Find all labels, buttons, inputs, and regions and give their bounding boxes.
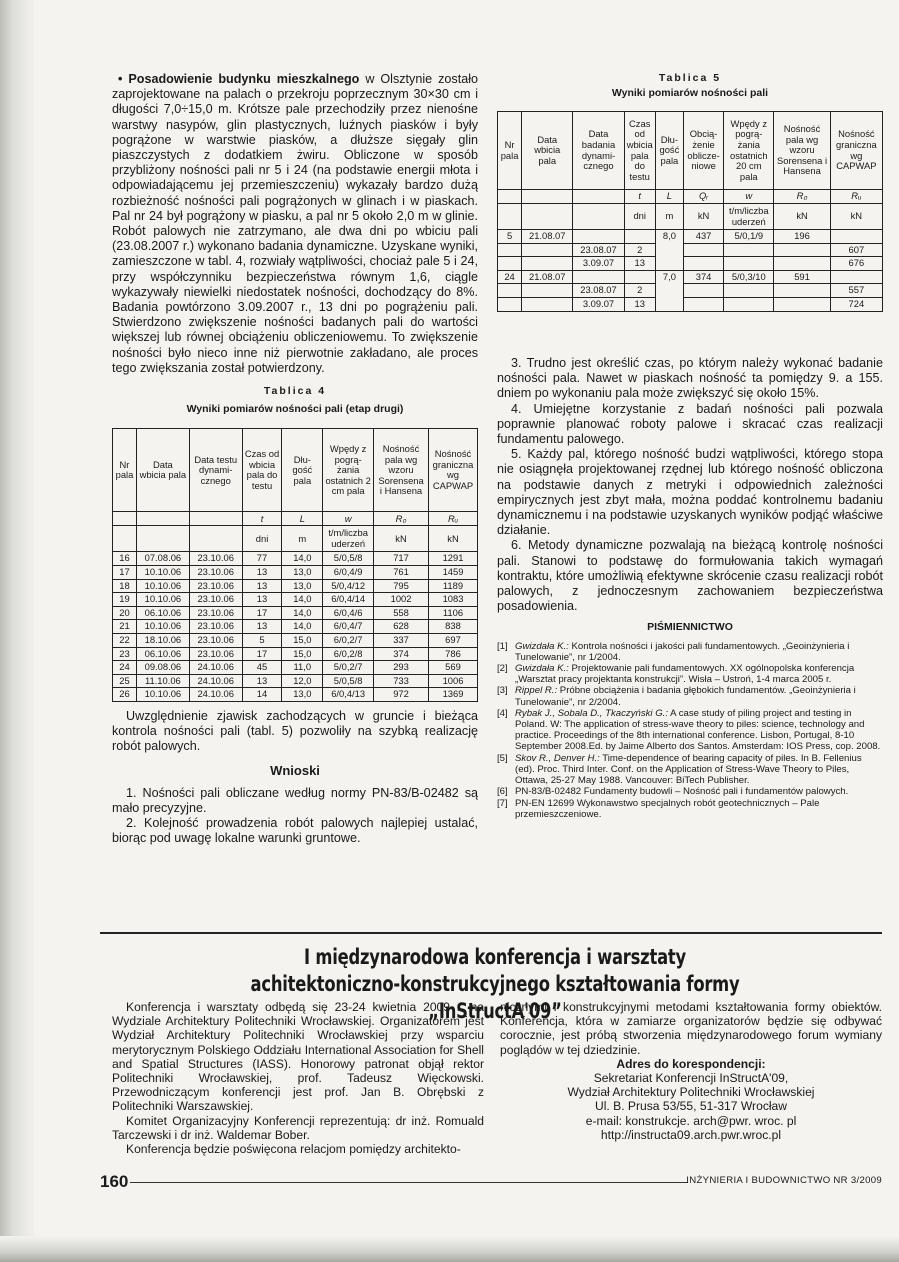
cell: 607 [830,243,882,257]
cell [189,512,242,526]
cell: Qᵣ [683,190,723,204]
conference-right-column [500,1000,882,1142]
cell: dni [624,204,655,230]
cell: 10.10.06 [136,593,189,607]
cell: 17 [242,606,282,620]
cell: 24.10.06 [189,661,242,675]
cell: 23.10.06 [189,634,242,648]
cell: 25 [113,674,137,688]
table4 [112,428,478,702]
intro-paragraph [112,72,478,376]
intro-text: w Olsztynie zostało zaprojektowane na palach o przekroju poprzecznym 30×30 cm i długości 7,0÷15,0 m. Krótsze pale przechodziły przez nienośne warstwy nasypów, glin plastycznych, luźnych piasków i były pogrążone w warstwie piasków, a dłuższe sięgały glin piaszczystych z dodatkiem żwiru. Obliczone w sposób przybliżony nośności pali nr 5 i 24 (na podstawie energii młota i odpowiadającemu jej przemieszczeniu) wykazały bardzo dużą rozbieżność nośności pali pogrążonych w glinach i w piaskach. Pal nr 24 był pogrążony w piasku, a pal nr 5 około 2,0 m w glinie. Robót palowych nie zatrzymano, ale dwa dni po wbiciu pali (23.08.2007 r.) wykonano badania dynamiczne. Uzyskane wyniki, zamieszczone w tabl. 4, rozwiały wątpliwości, chociaż pale 5 i 24, przy współczynniku bezpieczeństwa równym 1,6, ciągle wykazywały niewielki niedostatek nośności, dochodzący do 8%. Badania powtórzono 3.09.2007 r., 13 dni po pogrążeniu pali. Stwierdzono zwiększenie nośności badanych pali do wartości większej lub równej obciążeniu obliczeniowemu. To zwiększenie nośności było nieco inne niż pierwotnie zakładano, ale proces tego zwiększania został potwierdzony. [112,72,479,375]
point-3: 3. Trudno jest określić czas, po którym należy wykonać badanie nośności pala. Nawet w piaskach nośność ta pomiędzy 9. a 155. dniem po wykonaniu pala może zwiększyć się około 15%. [497,356,883,401]
reference-item [497,685,883,707]
conclusion-1: 1. Nośności pali obliczane według normy PN-83/B-02482 są mało precyzyjne. [112,785,478,816]
cell: 17 [113,566,137,580]
left-column [112,72,478,847]
cell: kN [429,526,478,552]
reference-item [497,753,883,787]
cell: L [282,512,323,526]
cell: kN [774,204,830,230]
reference-text: PN-83/B-02482 Fundamenty budowli – Nośność pali i fundamentów palowych. [515,786,849,798]
cell: 5/0,1/9 [724,230,774,244]
cell: 14,0 [282,620,323,634]
cell: 14 [242,688,282,702]
cell: 437 [683,230,723,244]
cell: 196 [774,230,830,244]
cell: 2 [624,243,655,257]
cell: 23.10.06 [189,566,242,580]
reference-author: Rippel R.: [515,685,558,697]
cell: 24.10.06 [189,688,242,702]
cell: 972 [374,688,429,702]
contact-line: Sekretariat Konferencji InStructA'09, [593,1071,789,1086]
cell: 19 [113,593,137,607]
conference-paragraph: Konferencja i warsztaty odbędą się 23-24 kwietnia 2009 r. na Wydziale Architektury Politechniki Wrocławskiej. Organizatorem jest Wydział Architektury Politechniki Wrocławskiej przy wsparciu merytorycznym Polskiego Oddziału International Association for Shell and Spatial Structures (IASS). Honorowy patronat objął rektor Politechniki Wrocławskiej, prof. Tadeusz Więckowski. Przewodniczącym konferencji jest prof. Jan B. Obrębski z Politechniki Warszawskiej. [112,1000,484,1114]
cell: 14,0 [282,606,323,620]
cell: 6/0,4/6 [323,606,374,620]
table5-block [497,72,883,312]
cell: 18.10.06 [136,634,189,648]
reference-body [515,798,883,820]
table5-symbol-row [498,190,883,204]
cell: R₀ [374,512,429,526]
cell: 23.08.07 [573,284,624,298]
page-number: 160 [100,1172,129,1191]
reference-body [515,708,883,753]
cell: 23.10.06 [189,579,242,593]
cell: 10.10.06 [136,566,189,580]
page-footer [100,1172,882,1192]
cell: L [655,190,683,204]
cell: 21 [113,620,137,634]
cell [113,512,137,526]
table4-row [113,634,478,648]
references-title: PIŚMIENNICTWO [647,621,733,634]
cell: 13 [624,297,655,311]
cell: 2 [624,284,655,298]
cell: Dłu- gość pala [282,429,323,512]
table4-title: Wyniki pomiarów nośności pali (etap drugi) [186,403,404,416]
cell: 06.10.06 [136,606,189,620]
table5-row [498,297,883,311]
cell: Wpędy z pogrą- żania ostatnich 20 cm pala [724,112,774,190]
cell: Nr pala [113,429,137,512]
cell: 13,0 [282,566,323,580]
reference-author: Rybak J., Sobala D., Tkaczyński G.: [515,707,669,719]
table5-row [498,257,883,271]
cell: Data badania dynami- cznego [573,112,624,190]
reference-body [515,641,883,663]
table5 [497,111,883,312]
table4-row [113,688,478,702]
reference-text: Projektowanie pali fundamentowych. XX ogólnopolska konferencja „Warsztat pracy projektanta konstrukcji”. Wisła – Ustroń, 1-4 marca 2005 r. [515,663,855,686]
conclusions-title: Wnioski [270,762,320,778]
cell: 5/0,5/8 [323,552,374,566]
cell: 15,0 [282,634,323,648]
reference-number: [5] [497,752,508,764]
cell: 5/0,2/7 [323,661,374,675]
scan-shadow-bottom [0,1236,899,1262]
cell: 6/0,4/9 [323,566,374,580]
table5-row [498,230,883,244]
cell: 557 [830,284,882,298]
cell: 45 [242,661,282,675]
cell: 11,0 [282,661,323,675]
cell: 733 [374,674,429,688]
reference-number: [3] [497,685,508,697]
cell: kN [683,204,723,230]
cell: 24 [498,270,522,284]
cell: 18 [113,579,137,593]
section-divider [100,932,882,934]
cell: 6/0,4/7 [323,620,374,634]
cell: 13 [242,674,282,688]
cell: 23.10.06 [189,620,242,634]
cell: 12,0 [282,674,323,688]
table4-caption [112,384,478,417]
cell: 6/0,2/8 [323,647,374,661]
reference-author: Gwizdała K.: [515,640,569,652]
conference-paragraph: Konferencja będzie poświęcona relacjom pomiędzy architekto- [126,1142,461,1157]
intro-bold: Posadowienie budynku mieszkalnego [128,72,360,86]
cell: 838 [429,620,478,634]
table4-row [113,593,478,607]
cell: 13 [242,620,282,634]
table4-unit-row [113,526,478,552]
cell [573,204,624,230]
cell: Obcią- żenie oblicze- niowe [683,112,723,190]
contact-line: Ul. B. Prusa 53/55, 51-317 Wrocław [594,1099,788,1114]
cell: Nośność pala wg wzoru Sorensena i Hansena [374,429,429,512]
cell: 15,0 [282,647,323,661]
cell: 724 [830,297,882,311]
cell [136,512,189,526]
cell: 1459 [429,566,478,580]
cell: 697 [429,634,478,648]
table4-row [113,620,478,634]
cell: 786 [429,647,478,661]
cell: w [323,512,374,526]
conference-title-line1: I międzynarodowa konferencja i warsztaty [304,945,686,969]
cell: 14,0 [282,552,323,566]
bullet: • [118,72,123,86]
table4-row [113,579,478,593]
contact-email[interactable]: e-mail: konstrukcje. arch@pwr. wroc. pl [585,1113,797,1128]
scan-shadow-left [0,0,34,1262]
cell: 569 [429,661,478,675]
cell: 17 [242,647,282,661]
reference-text: PN-EN 12699 Wykonawstwo specjalnych robót geotechnicznych – Pale przemieszczeniowe. [515,797,820,820]
cell: R₀ [774,190,830,204]
cell: 1189 [429,579,478,593]
cell: 23.10.06 [189,647,242,661]
reference-number: [2] [497,663,508,675]
cell: 77 [242,552,282,566]
cell: 8,0 [655,230,683,271]
cell: m [282,526,323,552]
cell: 558 [374,606,429,620]
cell [522,204,573,230]
cell: Czas od wbicia pala do testu [624,112,655,190]
cell: dni [242,526,282,552]
point-4: 4. Umiejętne korzystanie z badań nośności pali pozwala poprawnie planować roboty palowe i skracać czas realizacji fundamentu palowego. [497,401,883,447]
reference-item [497,663,883,685]
reference-item [497,786,883,797]
cell: 24.10.06 [189,674,242,688]
cell: t/m/liczba uderzeń [724,204,774,230]
cell: 337 [374,634,429,648]
cell: w [724,190,774,204]
cell: 761 [374,566,429,580]
cell: 21.08.07 [522,230,573,244]
cell: t [242,512,282,526]
cell: 20 [113,606,137,620]
reference-number: [1] [497,640,508,652]
cell [573,190,624,204]
conclusion-2: 2. Kolejność prowadzenia robót palowych najlepiej ustalać, biorąc pod uwagę lokalne warunki gruntowe. [112,816,478,846]
references-list [497,641,883,820]
cell: 13 [242,593,282,607]
reference-item [497,708,883,753]
cell: 6/0,4/13 [323,688,374,702]
cell: kN [374,526,429,552]
conference-paragraph: nicznymi i konstrukcyjnymi metodami kształtowania formy obiektów. Konferencja, która w zamiarze organizatorów będzie się odbywać corocznie, jest próbą stworzenia międzynarodowego forum wymiany poglądów w tej dziedzinie. [500,1000,882,1057]
cell: 26 [113,688,137,702]
table4-symbol-row [113,512,478,526]
cell: 23.08.07 [573,243,624,257]
cell: m [655,204,683,230]
reference-author: Gwizdała K.: [515,663,569,675]
cell: 591 [774,270,830,284]
conference-left-column [112,1000,484,1156]
point-5: 5. Każdy pal, którego nośność budzi wątpliwości, którego stopa nie osiągnęła projektowanej rzędnej lub którego nośność obliczona na podstawie danych z metryki i odpowiednich zależności empirycznych jest zbyt mała, można poddać kontrolnemu badaniu dynamicznemu i na podstawie uzyskanych wyników podjąć właściwe działanie. [497,447,883,538]
reference-body [515,786,883,797]
contact-heading: Adres do korespondencji: [616,1056,766,1071]
table5-unit-row [498,204,883,230]
cell: Nośność graniczna wg CAPWAP [429,429,478,512]
cell: Rᵤ [429,512,478,526]
cell: 10.10.06 [136,620,189,634]
cell: 374 [374,647,429,661]
cell: 10.10.06 [136,579,189,593]
cell: Data wbicia pala [522,112,573,190]
reference-number: [6] [497,786,508,798]
cell [498,190,522,204]
reference-text: Time-dependence of bearing capacity of piles. In B. Fellenius (ed). Proc. Third Inter. Conf. on the Application of Stress-Wave Theory to Piles, Ottawa, 25-27 May 1988. Vancouver: BiTech Publisher. [515,752,862,787]
cell: 5/0,3/10 [724,270,774,284]
cell: 09.08.06 [136,661,189,675]
cell [136,526,189,552]
cell: Nr pala [498,112,522,190]
cell: 3.09.07 [573,297,624,311]
cell: 1002 [374,593,429,607]
reference-text: Kontrola nośności i jakości pali fundamentowych. „Geoinżynieria i Tunelowanie”, nr 1/2004. [515,640,850,663]
table4-row [113,674,478,688]
reference-author: Skov R., Denver H.: [515,752,600,764]
cell: 10.10.06 [136,688,189,702]
cell: 1006 [429,674,478,688]
cell: 795 [374,579,429,593]
cell: 5/0,4/12 [323,579,374,593]
cell [522,190,573,204]
cell: Dłu- gość pala [655,112,683,190]
cell: 6/0,2/7 [323,634,374,648]
table5-title: Wyniki pomiarów nośności pali [611,87,769,99]
cell: 23 [113,647,137,661]
reference-body [515,685,883,707]
cell [498,204,522,230]
table4-row [113,566,478,580]
table4-row [113,552,478,566]
table4-row [113,606,478,620]
cell: Rᵤ [830,190,882,204]
conference-title-line2: achitektoniczno-konstrukcyjnego kształtowania formy „InStructA'09” [250,972,740,1023]
cell: 293 [374,661,429,675]
after-table-paragraph: Uwzględnienie zjawisk zachodzących w gruncie i bieżąca kontrola nośności pali (tabl. 5) pozwoliły na szybką realizację robót palowych. [112,709,478,754]
contact-url[interactable]: http://instructa09.arch.pwr.wroc.pl [600,1127,782,1142]
cell: 374 [683,270,723,284]
cell [113,526,137,552]
cell: 1369 [429,688,478,702]
cell [189,526,242,552]
cell: 5/0,5/8 [323,674,374,688]
cell: 3.09.07 [573,257,624,271]
cell: 6/0,4/14 [323,593,374,607]
cell: 07.08.06 [136,552,189,566]
reference-text: A case study of piling project and testing in Poland. W: The application of stress-wave theory to piles: science, technology and practice. Proceedings of the 8th international conference. Lisbon, Portugal, 8-10 September 2008.Ed. by Jaime Alberto dos Santos. Amsterdam: IOS Press, cop. 2008. [515,707,881,753]
table5-header-row [498,112,883,190]
point-6: 6. Metody dynamiczne pozwalają na bieżącą kontrolę nośności pali. Stanowi to podstawę do formułowania takich wymagań kontraktu, które umożliwią efektywne skrócenie czasu realizacji robót palowych, z jednoczesnym zachowaniem bezpieczeństwa posadowienia. [497,538,883,614]
cell: 13 [242,579,282,593]
table5-row [498,243,883,257]
cell: Nośność pala wg wzoru Sorensena i Hansena [774,112,830,190]
table5-row [498,284,883,298]
table5-caption [497,72,883,99]
cell: 13 [624,257,655,271]
cell: 628 [374,620,429,634]
cell: 13,0 [282,688,323,702]
cell: Data testu dynami- cznego [189,429,242,512]
cell: 7,0 [655,270,683,311]
table4-row [113,661,478,675]
magazine-name: INŻYNIERIA I BUDOWNICTWO NR 3/2009 [686,1175,882,1186]
table4-header-row [113,429,478,512]
cell: 22 [113,634,137,648]
cell: 5 [498,230,522,244]
cell: kN [830,204,882,230]
cell: 5 [242,634,282,648]
cell: t/m/liczba uderzeń [323,526,374,552]
right-column [497,356,883,820]
cell: Czas od wbicia pala do testu [242,429,282,512]
cell: Wpędy z pogrą- żania ostatnich 2 cm pala [323,429,374,512]
table5-row [498,270,883,284]
cell: 717 [374,552,429,566]
cell: 1083 [429,593,478,607]
reference-body [515,663,883,685]
cell: 23.10.06 [189,552,242,566]
reference-text: Próbne obciążenia i badania głębokich fundamentów. „Geoinżynieria i Tunelowanie”, nr 2/2004. [515,685,856,708]
cell: 1291 [429,552,478,566]
cell: 24 [113,661,137,675]
cell: 16 [113,552,137,566]
contact-line: Wydział Architektury Politechniki Wrocławskiej [567,1085,815,1100]
cell: 11.10.06 [136,674,189,688]
cell: 23.10.06 [189,606,242,620]
cell: 13,0 [282,579,323,593]
reference-item [497,798,883,820]
cell: 676 [830,257,882,271]
cell: t [624,190,655,204]
cell: Nośność graniczna wg CAPWAP [830,112,882,190]
cell: 14,0 [282,593,323,607]
table4-row [113,647,478,661]
cell: Data wbicia pala [136,429,189,512]
cell: 1106 [429,606,478,620]
table5-label: Tablica 5 [658,72,722,84]
cell: 13 [242,566,282,580]
reference-number: [7] [497,797,508,809]
reference-item [497,641,883,663]
table4-label: Tablica 4 [263,385,327,398]
cell: 21.08.07 [522,270,573,284]
footer-rule [130,1182,688,1183]
reference-number: [4] [497,707,508,719]
reference-body [515,753,883,787]
cell: 23.10.06 [189,593,242,607]
cell: 06.10.06 [136,647,189,661]
conference-paragraph: Komitet Organizacyjny Konferencji reprezentują: dr inż. Romuald Tarczewski i dr inż. Waldemar Bober. [112,1113,484,1142]
